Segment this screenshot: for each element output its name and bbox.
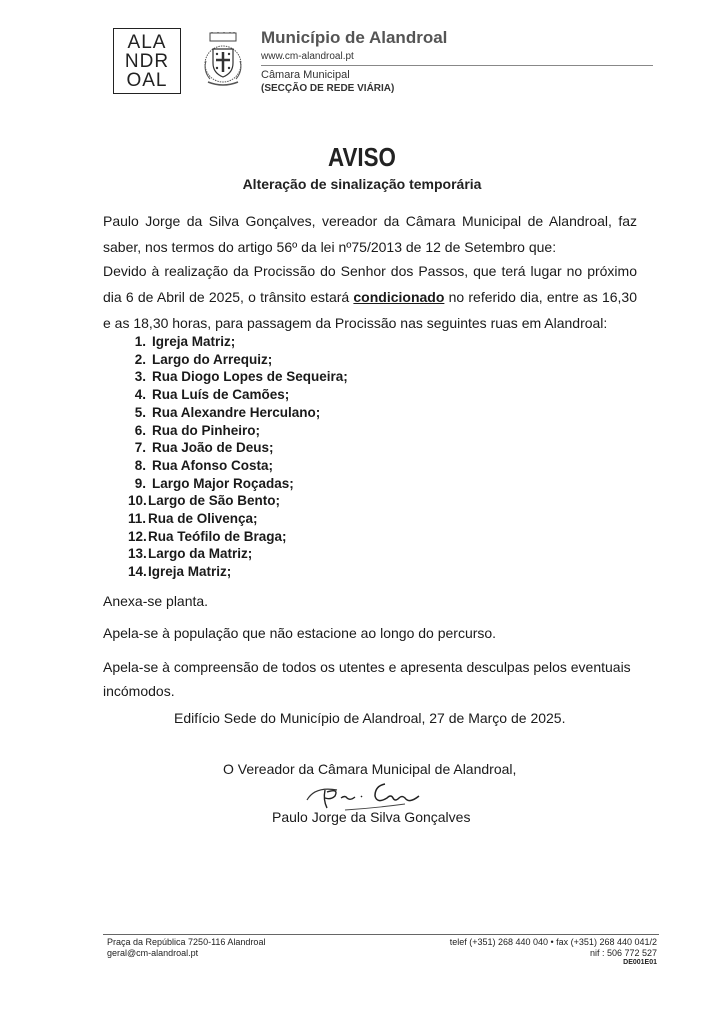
parking-appeal: Apela-se à população que não estacione ao longo do percurso. (103, 625, 497, 641)
list-item-number: 11. (128, 511, 147, 527)
header-divider (261, 65, 653, 66)
list-item-name: Rua João de Deus; (152, 440, 274, 456)
list-item-name: Rua Alexandre Herculano; (152, 404, 321, 420)
logo-line: ALA (127, 31, 167, 53)
list-item-number: 5. (134, 404, 146, 420)
notice-title: AVISO (328, 142, 396, 172)
list-item-number: 6. (134, 422, 146, 438)
list-item-number: 9. (134, 475, 146, 491)
list-item-number: 13. (128, 546, 147, 562)
organization-url[interactable]: www.cm-alandroal.pt (261, 51, 354, 62)
list-item-name: Largo do Arrequiz; (152, 351, 273, 367)
list-item-number: 12. (128, 528, 147, 544)
list-item-number: 14. (128, 564, 147, 580)
list-item-name: Largo da Matriz; (148, 546, 253, 562)
municipality-logo (113, 28, 181, 94)
list-item-name: Rua Luís de Camões; (152, 387, 290, 403)
list-item-number: 3. (134, 369, 146, 385)
streets-list (128, 333, 348, 581)
place-and-date: Edifício Sede do Município de Alandroal, 27 de Março de 2025. (174, 710, 566, 726)
notice-text-before: Devido à realização da Procissão do Senhor dos Passos, que terá lugar no próximo dia 6 de Abril de 2025, o trânsito estará (103, 263, 637, 305)
list-item-number: 4. (134, 387, 146, 403)
list-item (128, 333, 348, 351)
list-item-name: Rua do Pinheiro; (152, 422, 260, 438)
list-item-name: Igreja Matriz; (152, 334, 236, 349)
list-item-name: Rua de Olivença; (148, 511, 258, 527)
understanding-appeal: Apela-se à compreensão de todos os utentes e apresenta desculpas pelos eventuais incómodos. (103, 659, 631, 699)
list-item (128, 545, 348, 563)
list-item (128, 528, 348, 546)
department-name: Câmara Municipal (261, 69, 350, 81)
list-item-number: 10. (128, 493, 147, 509)
annex-note: Anexa-se planta. (103, 593, 209, 609)
coat-of-arms-icon (200, 31, 246, 91)
notice-emphasis: condicionado (353, 289, 445, 305)
footer-divider (103, 934, 659, 935)
list-item-name: Largo Major Roçadas; (152, 475, 294, 491)
list-item (128, 422, 348, 440)
footer-contacts-left (107, 937, 265, 958)
footer-contacts-right (450, 937, 657, 969)
list-item-number: 1. (134, 334, 146, 349)
list-item-name: Largo de São Bento; (148, 493, 281, 509)
logo-line: OAL (126, 69, 168, 91)
list-item-number: 2. (134, 351, 146, 367)
document-code: DE001E01 (623, 959, 657, 966)
footer-nif: nif : 506 772 527 (589, 947, 657, 958)
list-item (128, 475, 348, 493)
list-item (128, 351, 348, 369)
list-item (128, 563, 348, 581)
intro-paragraph: Paulo Jorge da Silva Gonçalves, vereador da Câmara Municipal de Alandroal, faz saber, nos termos do artigo 56º da lei nº75/2013 de 12 de Setembro que: (103, 213, 637, 255)
list-item-name: Rua Teófilo de Braga; (148, 528, 287, 544)
organization-name: Município de Alandroal (261, 28, 448, 47)
footer-phone: telef (+351) 268 440 040 • fax (+351) 268 440 041/2 (449, 937, 657, 947)
logo-line: NDR (124, 50, 170, 72)
signatory-name: Paulo Jorge da Silva Gonçalves (272, 809, 471, 825)
list-item (128, 439, 348, 457)
notice-paragraph (103, 258, 637, 336)
department (261, 69, 394, 95)
signatory-title: O Vereador da Câmara Municipal de Alandroal, (223, 761, 517, 777)
list-item-name: Rua Afonso Costa; (152, 457, 273, 473)
list-item (128, 457, 348, 475)
notice-subtitle: Alteração de sinalização temporária (242, 176, 482, 192)
list-item-number: 8. (134, 457, 146, 473)
department-section: (SECÇÃO DE REDE VIÁRIA) (261, 83, 395, 94)
list-item (128, 492, 348, 510)
list-item (128, 368, 348, 386)
list-item-number: 7. (134, 440, 146, 456)
list-item-name: Rua Diogo Lopes de Sequeira; (152, 369, 348, 385)
list-item-name: Igreja Matriz; (148, 564, 232, 580)
list-item (128, 510, 348, 528)
list-item (128, 386, 348, 404)
footer-address: Praça da República 7250-116 Alandroal (107, 937, 266, 947)
notice-text-after: no referido dia, entre as 16,30 e as 18,30 horas, para passagem da Procissão nas seguintes ruas em Alandroal: (103, 289, 637, 331)
footer-email[interactable]: geral@cm-alandroal.pt (107, 947, 199, 958)
list-item (128, 404, 348, 422)
